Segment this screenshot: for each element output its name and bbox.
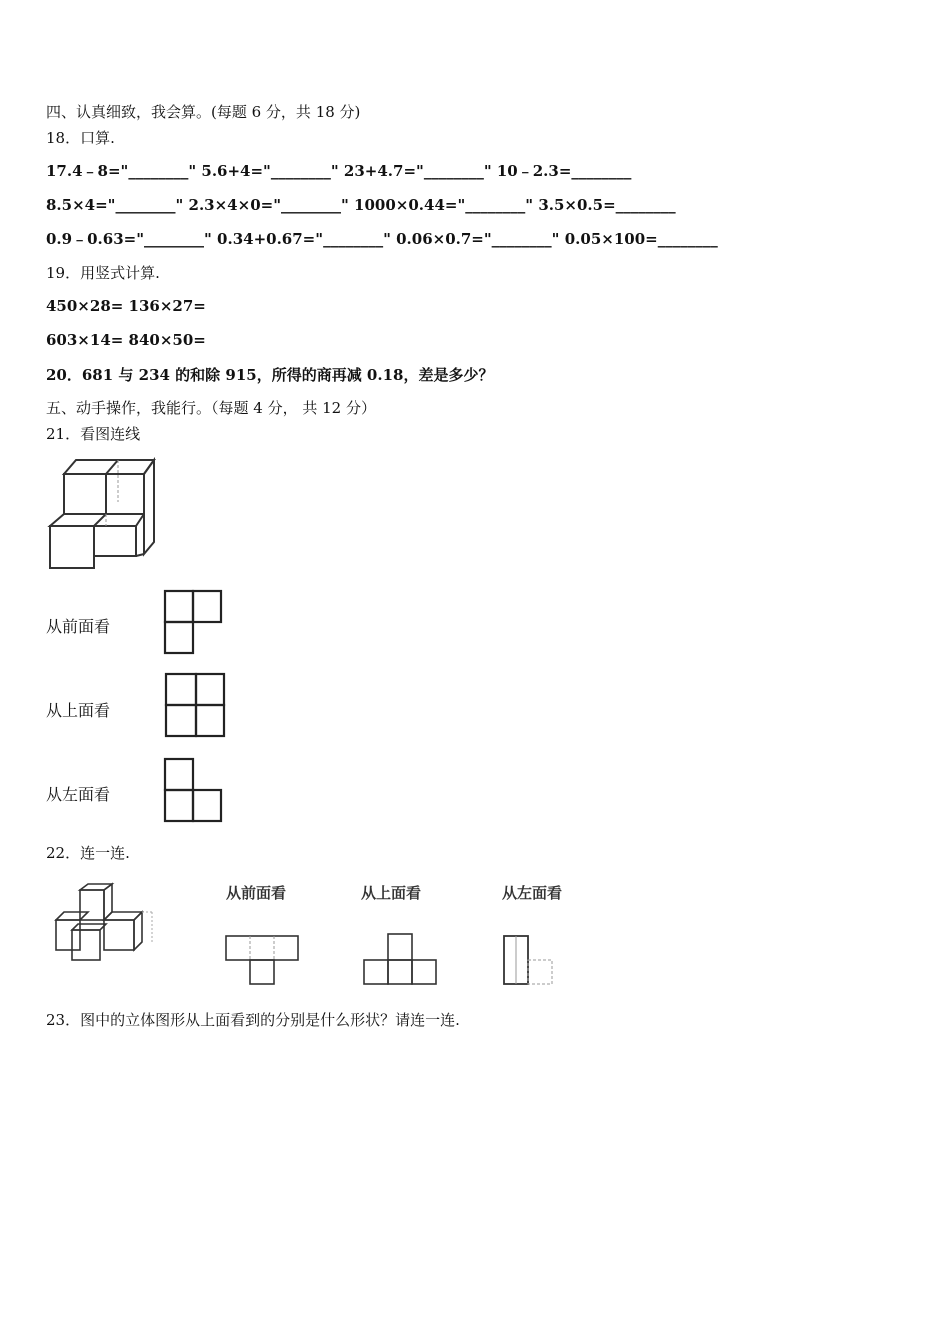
q18-row-2: 8.5×4="________" 2.3×4×0="________" 1000×0.44="________" 3.5×0.5=________: [46, 196, 676, 214]
q21-shape-c[interactable]: [163, 757, 225, 823]
q22-view-label-left: 从左面看: [502, 884, 563, 902]
q21-view-label-front: 从前面看: [46, 617, 111, 636]
q22-view-label-front: 从前面看: [226, 884, 287, 902]
q18-title: 18．口算.: [46, 129, 115, 147]
q18-row-3: 0.9﹣0.63="________" 0.34+0.67="________" 0.06×0.7="________" 0.05×100=________: [46, 230, 718, 248]
section4-heading: 四、认真细致，我会算。(每题 6 分，共 18 分): [46, 103, 361, 121]
q21-shape-a[interactable]: [163, 589, 225, 655]
q21-view-label-left: 从左面看: [46, 785, 111, 804]
q21-shape-b[interactable]: [164, 672, 228, 738]
q18-row-1: 17.4﹣8="________" 5.6+4="________" 23+4.7="________" 10﹣2.3=________: [46, 162, 632, 180]
q22-solid-figure: [48, 882, 160, 962]
q21-solid-figure: [46, 456, 158, 574]
q21-solid-svg: [46, 456, 158, 574]
q22-shape-front[interactable]: [224, 932, 302, 988]
q22-title: 22．连一连.: [46, 844, 130, 862]
q19-row-2: 603×14= 840×50=: [46, 331, 206, 349]
q19-row-1: 450×28= 136×27=: [46, 297, 206, 315]
q23-title: 23．图中的立体图形从上面看到的分别是什么形状？请连一连.: [46, 1011, 460, 1029]
q22-view-label-top: 从上面看: [361, 884, 422, 902]
q19-title: 19．用竖式计算.: [46, 264, 160, 282]
q22-shape-top[interactable]: [362, 932, 440, 988]
q21-view-label-top: 从上面看: [46, 701, 111, 720]
q20-text: 20．681 与 234 的和除 915，所得的商再减 0.18，差是多少？: [46, 366, 494, 384]
q21-title: 21．看图连线: [46, 425, 141, 443]
section5-heading: 五、动手操作，我能行。（每题 4 分， 共 12 分）: [46, 399, 376, 417]
q22-shape-left[interactable]: [502, 932, 558, 988]
